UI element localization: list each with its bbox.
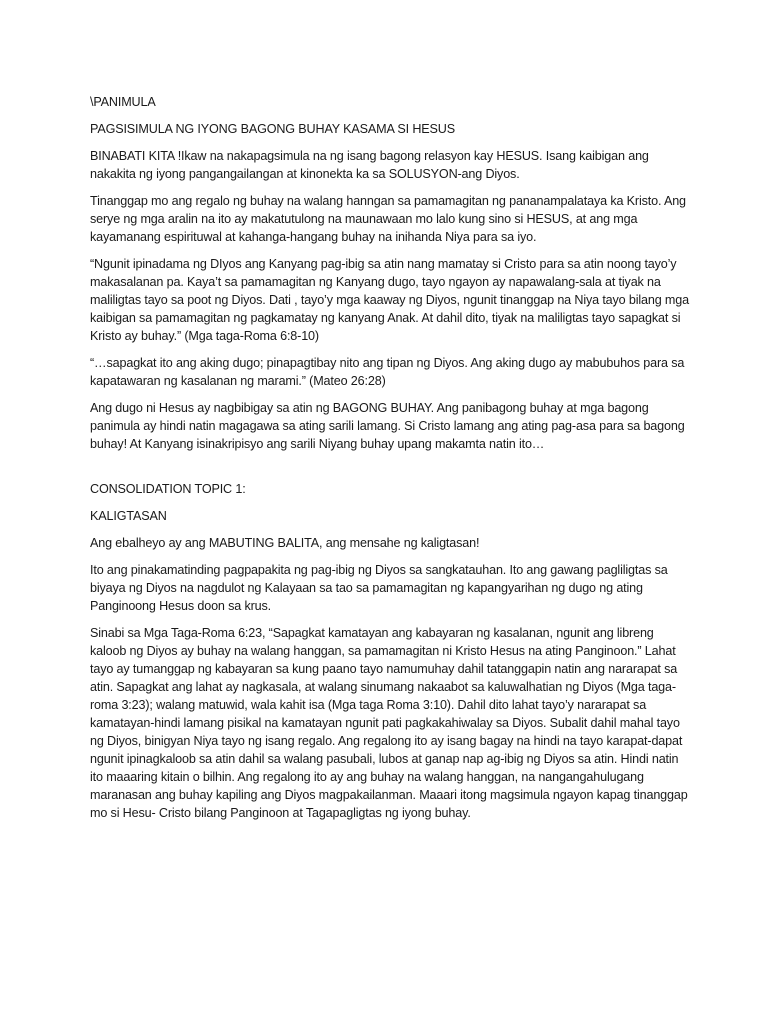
document-body <box>90 93 690 831</box>
intro-paragraph: Tinanggap mo ang regalo ng buhay na walang hanngan sa pamamagitan ng pananampalataya ka Kristo. Ang serye ng mga aralin na ito ay makatutulong na maunawaan mo lalo kung sino si HESUS, at ang mga kayamanang espirituwal at kahanga-hangang buhay na inihanda Niya para sa iyo. <box>90 194 686 244</box>
scripture-paragraph: “Ngunit ipinadama ng DIyos ang Kanyang pag-ibig sa atin nang mamatay si Cristo para sa atin noong tayo’y makasalanan pa. Kaya’t sa pamamagitan ng Kanyang dugo, tayo ngayon ay napawalang-sala at tiyak na maliligtas tayo sa poot ng Diyos. Dati , tayo’y mga kaaway ng Diyos, ngunit tinanggap na Niya tayo bilang mga kaibigan sa pamamagitan ng pagkamatay ng kanyang Anak. At dahil dito, tiyak na maliligtas tayo sapagkat si Kristo ay buhay.” (Mga taga-Roma 6:8-10) <box>90 257 689 343</box>
intro-paragraph: Ang dugo ni Hesus ay nagbibigay sa atin ng BAGONG BUHAY. Ang panibagong buhay at mga bagong panimula ay hindi natin magagawa sa ating sarili lamang. Si Cristo lamang ang ating pag-asa para sa bagong buhay! At Kanyang isinakripisyo ang sarili Niyang buhay upang makamta natin ito… <box>90 401 685 451</box>
document-title: PAGSISIMULA NG IYONG BAGONG BUHAY KASAMA SI HESUS <box>90 122 455 136</box>
topic-paragraph: Sinabi sa Mga Taga-Roma 6:23, “Sapagkat kamatayan ang kabayaran ng kasalanan, ngunit ang libreng kaloob ng Diyos ay buhay na walang hanggan, sa pamamagitan ni Kristo Hesus na ating Panginoon.” Lahat tayo ay tumanggap ng kabayaran sa kung paano tayo namumuhay dahil tatanggapin natin ang nararapat sa atin. Sapagkat ang lahat ay nagkasala, at walang sinumang nakaabot sa kaluwalhatian ng Diyos (Mga taga-roma 3:23); walang matuwid, wala kahit isa (Mga taga Roma 3:10). Dahil dito lahat tayo’y nararapat sa kamatayan-hindi lamang pisikal na kamatayan ngunit pati pagkakahiwalay sa Diyos. Subalit dahil mahal tayo ng Diyos, binigyan Niya tayo ng isang regalo. Ang regalong ito ay isang bagay na hindi na tayo karapat-dapat ngunit ipinagkaloob sa atin dahil sa walang pasubali, lubos at ganap nap ag-ibig ng Diyos sa atin. Hindi natin ito maaaring kitain o bilhin. Ang regalong ito ay ang buhay na walang hanggan, na nangangahulugang maranasan ang buhay kapiling ang Diyos magpakailanman. Maaari itong magsimula ngayon kapag tinanggap mo si Hesu- Cristo bilang Panginoon at Tagapagligtas ng iyong buhay. <box>90 626 688 820</box>
consolidation-heading: CONSOLIDATION TOPIC 1: <box>90 482 246 496</box>
section-spacer <box>90 462 690 480</box>
topic-paragraph: Ito ang pinakamatinding pagpapakita ng pag-ibig ng Diyos sa sangkatauhan. Ito ang gawang pagliligtas sa biyaya ng Diyos na nagdulot ng Kalayaan sa tao sa pamamagitan ng kapangyarihan ng dugo ng ating Panginoong Hesus doon sa krus. <box>90 563 668 613</box>
section-heading: \PANIMULA <box>90 95 156 109</box>
topic-title: KALIGTASAN <box>90 509 167 523</box>
topic-paragraph: Ang ebalheyo ay ang MABUTING BALITA, ang mensahe ng kaligtasan! <box>90 536 480 550</box>
intro-paragraph: BINABATI KITA !Ikaw na nakapagsimula na ng isang bagong relasyon kay HESUS. Isang kaibigan ang nakakita ng iyong pangangailangan at kinonekta ka sa SOLUSYON-ang Diyos. <box>90 149 649 181</box>
scripture-paragraph: “…sapagkat ito ang aking dugo; pinapagtibay nito ang tipan ng Diyos. Ang aking dugo ay mabubuhos para sa kapatawaran ng kasalanan ng marami.” (Mateo 26:28) <box>90 356 685 388</box>
